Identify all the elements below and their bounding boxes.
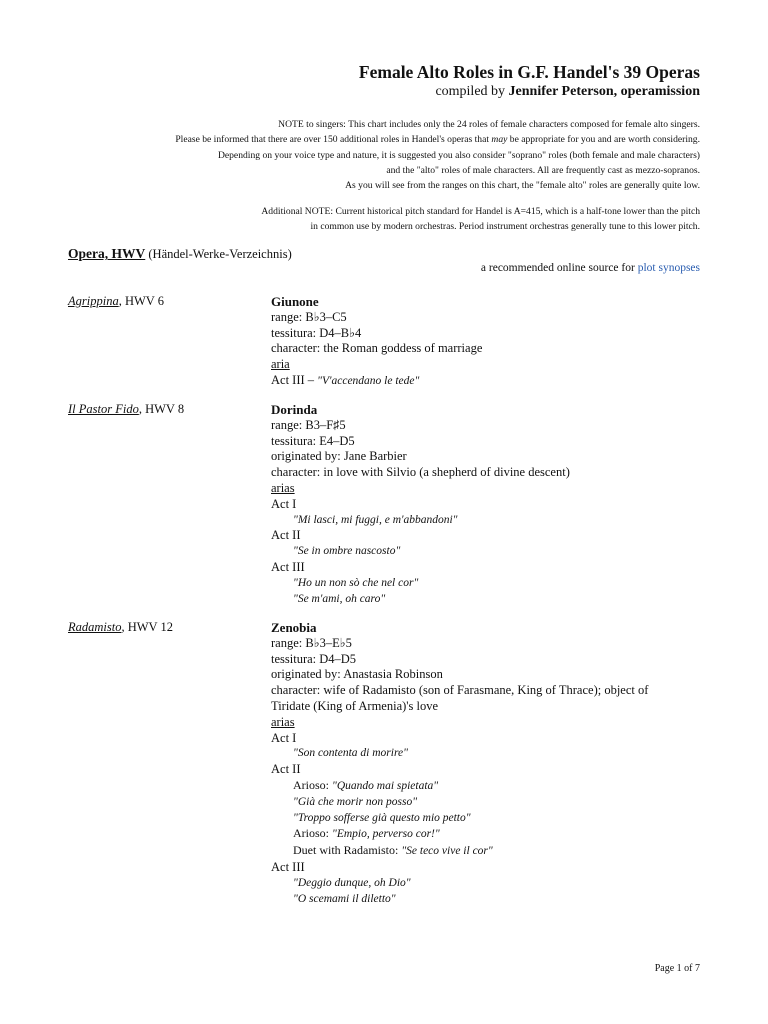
role-originated: originated by: Anastasia Robinson — [271, 667, 443, 682]
aria-title: "O scemami il diletto" — [293, 892, 396, 905]
duet-line: Duet with Radamisto: "Se teco vive il cor" — [293, 843, 493, 858]
opera-title: Radamisto, HWV 12 — [68, 620, 173, 634]
act-label: Act II — [271, 528, 301, 543]
role-character-cont: Tiridate (King of Armenia)'s love — [271, 698, 439, 713]
note-line: As you will see from the ranges on this chart, the "female alto" roles are generally quite low. — [345, 180, 700, 192]
act-label: Act I — [271, 730, 297, 745]
act-label: Act III — [271, 859, 305, 874]
page-number: Page 1 of 7 — [654, 963, 700, 974]
role-originated: originated by: Jane Barbier — [271, 449, 407, 464]
aria-title: "Ho un non sò che nel cor" — [293, 576, 419, 589]
aria-title: "Troppo sofferse già questo mio petto" — [293, 811, 471, 824]
aria-title: "Se m'ami, oh caro" — [293, 592, 386, 605]
note-line: Additional NOTE: Current historical pitch standard for Handel is A=415, which is a half-tone lower than the pitch — [261, 206, 700, 217]
arioso-line: Arioso: "Quando mai spietata" — [293, 777, 439, 792]
aria-title: "Se teco vive il cor" — [401, 845, 493, 858]
note-line: Please be informed that there are over 150 additional roles in Handel's operas that may be appropriate for you and are worth considering. — [175, 134, 700, 146]
recommended-source: a recommended online source for plot synopses — [480, 262, 700, 274]
note-line: in common use by modern orchestras. Period instrument orchestras generally tune to this lower pitch. — [310, 221, 700, 233]
arioso-line: Arioso: "Empio, perverso cor!" — [293, 826, 440, 841]
page-title: Female Alto Roles in G.F. Handel's 39 Operas — [358, 62, 700, 82]
arias-label: aria — [271, 357, 290, 372]
pitch-note — [261, 204, 700, 235]
role-character: character: the Roman goddess of marriage — [271, 341, 483, 356]
aria-title: "V'accendano le tede" — [317, 374, 420, 387]
act-label: Act III — [271, 559, 305, 574]
aria-title: "Quando mai spietata" — [332, 779, 439, 792]
role-name: Giunone — [271, 294, 319, 309]
role-tessitura: tessitura: D4–D5 — [271, 651, 357, 666]
role-tessitura: tessitura: E4–D5 — [271, 433, 355, 448]
aria-title: "Se in ombre nascosto" — [293, 545, 401, 558]
role-name: Dorinda — [271, 402, 318, 417]
singers-note — [175, 117, 700, 193]
opera-column-header — [68, 246, 292, 262]
aria-title: "Deggio dunque, oh Dio" — [293, 876, 411, 889]
aria-title: "Mi lasci, mi fuggi, e m'abbandoni" — [293, 513, 458, 526]
role-character: character: wife of Radamisto (son of Farasmane, King of Thrace); object of — [271, 683, 649, 698]
compiled-prefix: compiled by — [435, 84, 509, 99]
note-emphasis: may — [491, 134, 508, 146]
opera-title: Il Pastor Fido, HWV 8 — [68, 402, 185, 416]
act-line: Act III – "V'accendano le tede" — [271, 372, 420, 387]
aria-title: "Son contenta di morire" — [293, 747, 408, 760]
role-tessitura: tessitura: D4–B♭4 — [271, 325, 362, 340]
act-label: Act I — [271, 496, 297, 511]
role-range: range: B♭3–E♭5 — [271, 635, 352, 650]
opera-title: Agrippina, HWV 6 — [68, 294, 164, 308]
arias-label: arias — [271, 480, 295, 495]
plot-synopses-link[interactable]: plot synopses — [637, 262, 700, 274]
aria-title: "Empio, perverso cor!" — [332, 828, 440, 841]
note-line: NOTE to singers: This chart includes only the 24 roles of female characters composed for female alto singers. — [278, 119, 700, 130]
opera-name: Il Pastor Fido — [68, 402, 139, 416]
role-range: range: B♭3–C5 — [271, 309, 347, 324]
role-details — [271, 620, 648, 907]
note-line: Depending on your voice type and nature, it is suggested you also consider "soprano" roles (both female and male characters) — [217, 149, 700, 161]
opera-hwv-label: Opera, HWV — [68, 246, 146, 261]
act-label: Act II — [271, 762, 301, 777]
arias-label: arias — [271, 714, 295, 729]
role-name: Zenobia — [271, 620, 317, 635]
note-line: and the "alto" roles of male characters. All are frequently cast as mezzo-sopranos. — [386, 164, 700, 176]
opera-name: Radamisto — [68, 620, 122, 634]
role-character: character: in love with Silvio (a shepherd of divine descent) — [271, 465, 570, 480]
role-range: range: B3–F♯5 — [271, 417, 346, 432]
hwv-detail: (Händel-Werke-Verzeichnis) — [145, 247, 292, 261]
compiler-name: Jennifer Peterson, operamission — [508, 84, 700, 99]
compiled-by — [435, 84, 700, 100]
opera-name: Agrippina — [68, 294, 119, 308]
role-details — [271, 402, 570, 607]
role-details — [271, 294, 482, 390]
aria-title: "Già che morir non posso" — [293, 795, 418, 808]
